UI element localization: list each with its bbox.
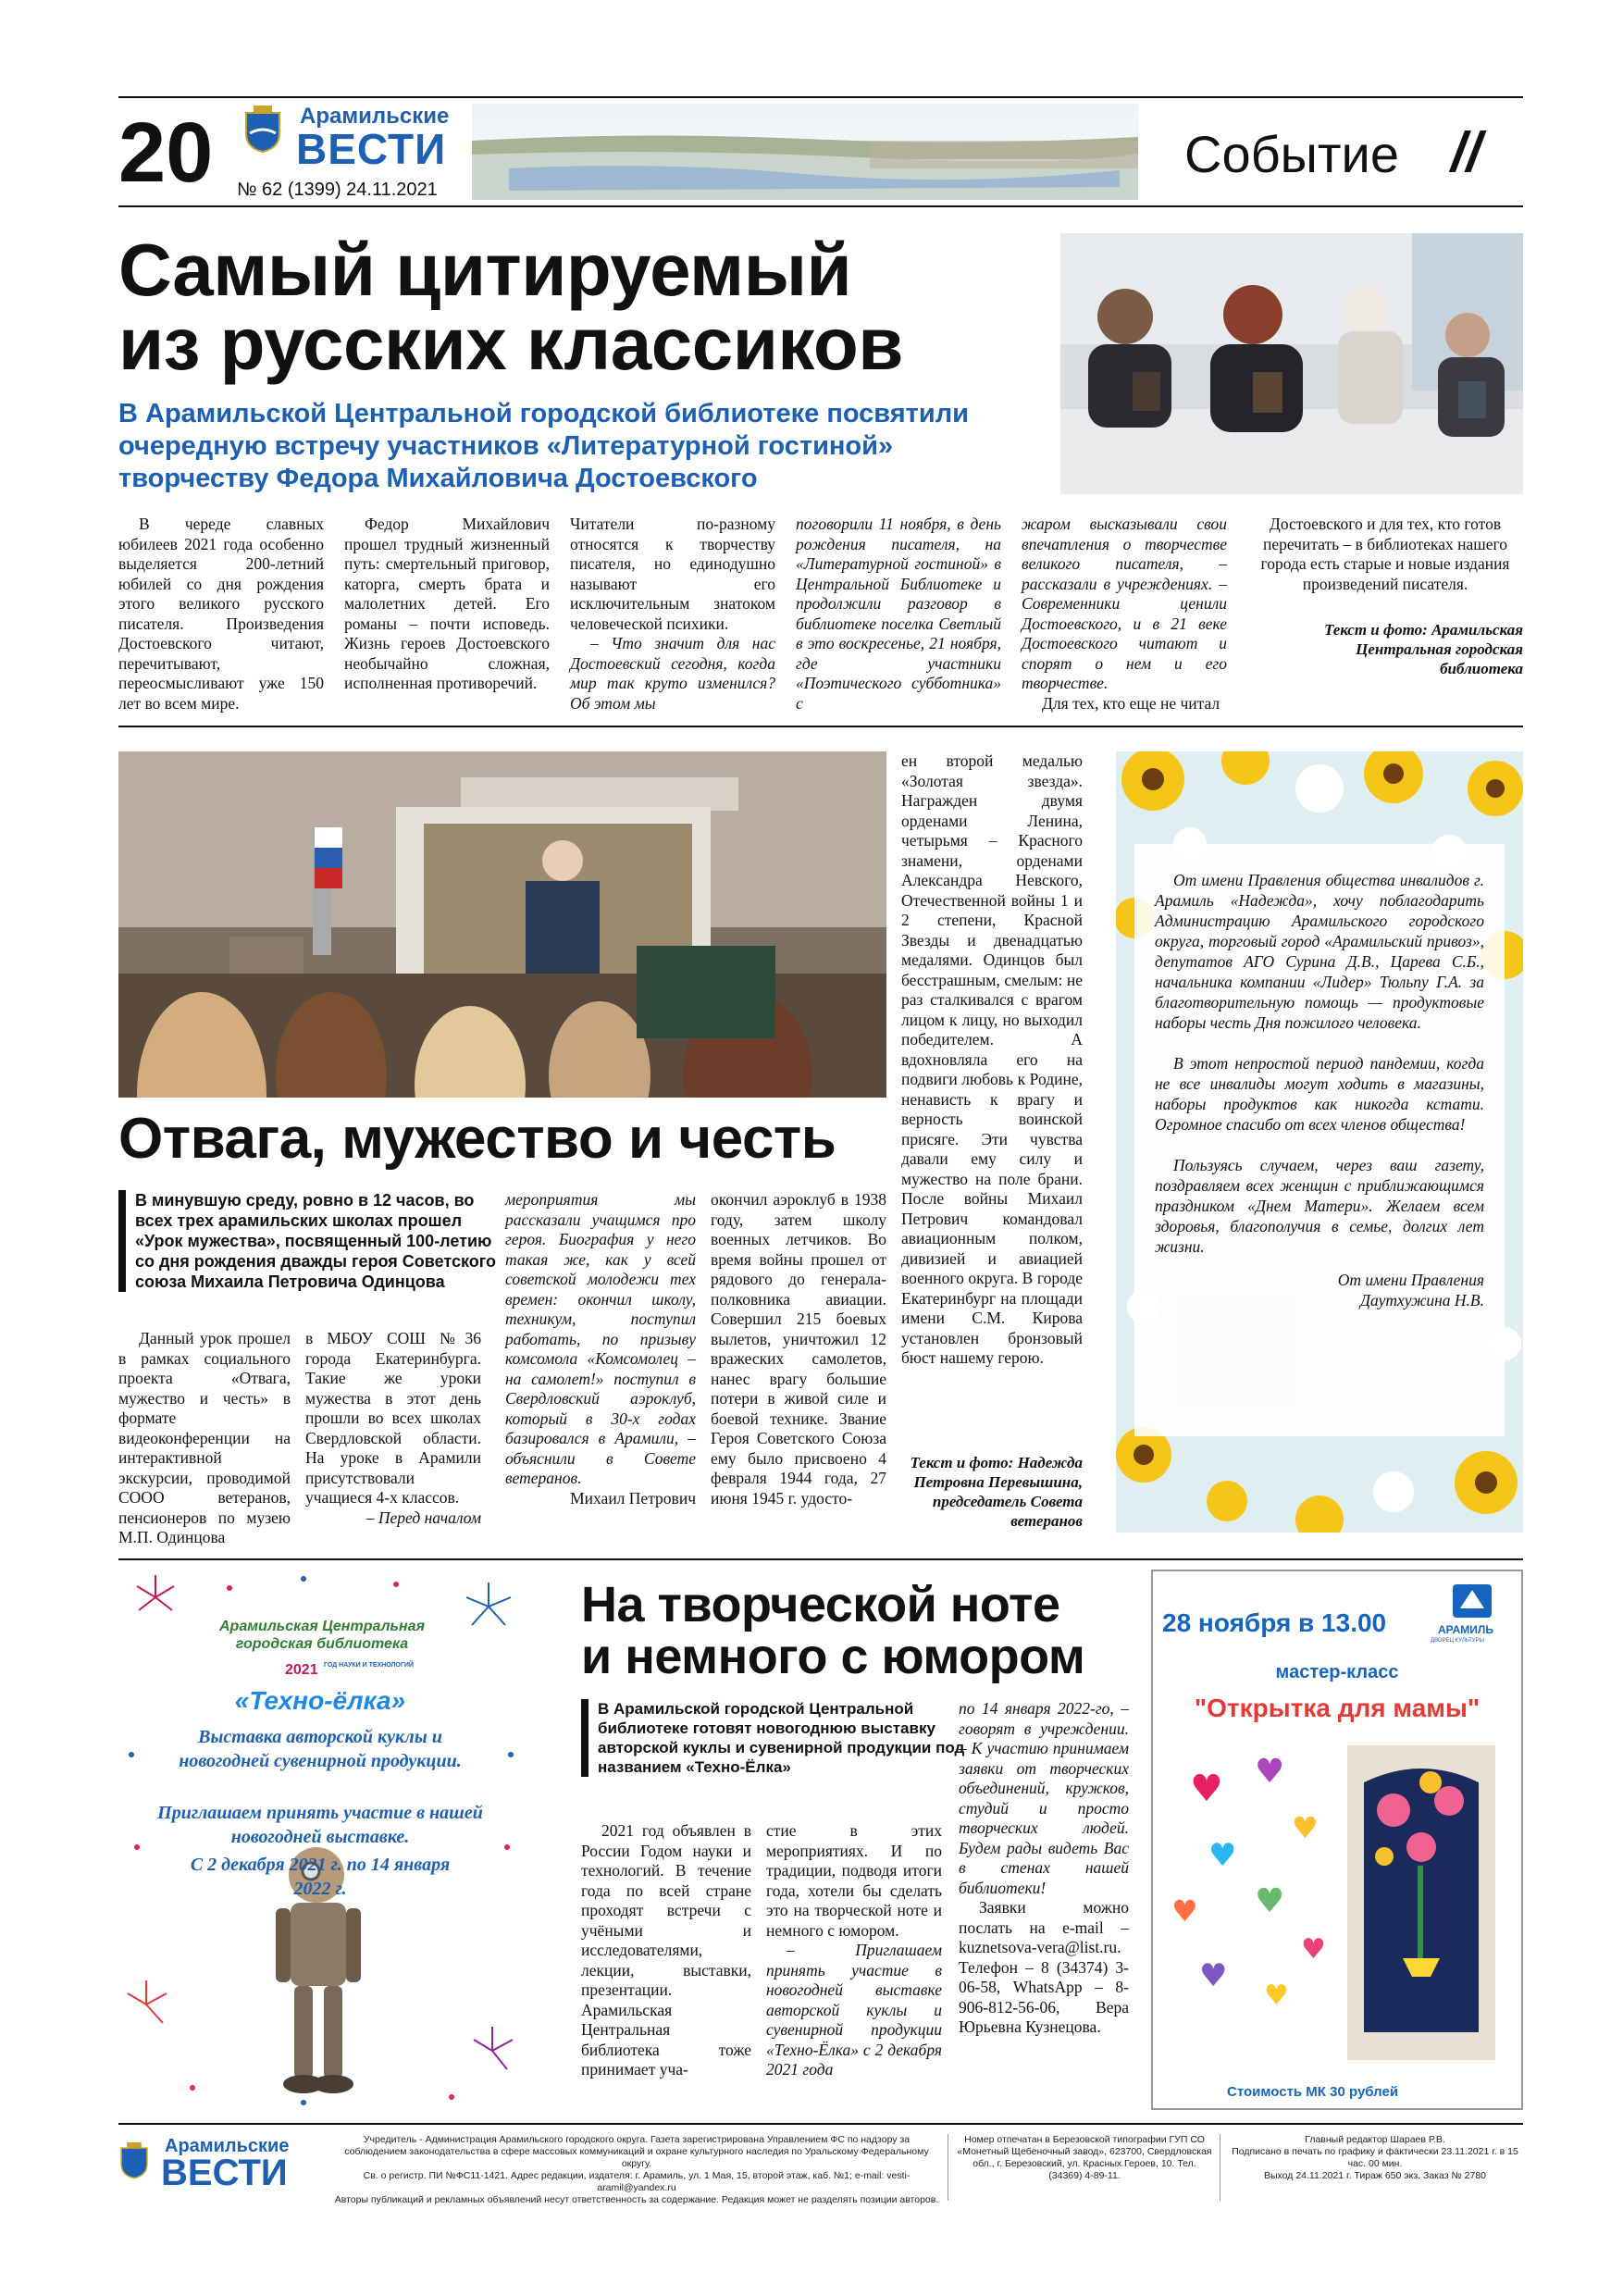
masthead-name-line2: ВЕСТИ	[296, 125, 447, 173]
svg-text:♥: ♥	[1208, 1837, 1237, 1874]
masthead-name-line1: Арамильские	[300, 104, 450, 129]
article3-col2-text-b: – Приглашаем принять участие в новогодней выставке авторской куклы и сувенирной продукции «Техно-Ёлка» с 2 декабря 2021 года	[766, 1941, 942, 2079]
article2-col1	[118, 1329, 291, 1548]
svg-text:♥: ♥	[1255, 1882, 1285, 1920]
svg-text:♥: ♥	[1301, 1933, 1326, 1966]
article1-credit: Текст и фото: Арамильская Центральная городская библиотека	[1323, 621, 1523, 677]
poster-line1: Выставка авторской куклы и новогодней сувенирной продукции.	[179, 1727, 462, 1771]
article3-col3	[959, 1699, 1129, 2038]
article1-col5-text-a: жаром высказывали свои впечатления о творчестве великого писателя, – рассказали в учреждениях. – Современники ценили Достоевского, и в 21 веке Достоевского читают и спорят о нем и его творчестве.	[1022, 515, 1227, 692]
article3-title	[581, 1579, 1084, 1682]
footer-logo	[118, 2132, 322, 2206]
footer-registration: Св. о регистр. ПИ №ФС11-1421. Адрес редакции, издателя: г. Арамиль, ул. 1 Мая, 15, второй этаж, каб. №1; e-mail: vesti-aramil@yandex.ru	[363, 2170, 911, 2193]
article1-col6	[1247, 515, 1523, 678]
article1-title	[118, 229, 903, 385]
article2-col5-text: ен второй медалью «Золотая звезда». Награжден двумя орденами Ленина, четырьмя – Красного знамени, орденами Александра Невского, Отечественной войны 1 и 2 степени, Красной Звезды и двенадцатью медалями. Одинцов был бесстрашным, смелым: не раз сталкивался с врагом лицом к лицу, но выходил победителем. А вдохновляла его на подвиги любовь к Родине, ненависть к врагу и верность воинской присяге. Эти чувства давали ему силу и мужество на поле брани. После войны Михаил Петрович командовал авиационным полком, дивизией и авиацией военного округа. В городе Екатеринбург на площади имени С.М. Кирова установлен бронзовый бюст нашему герою.	[901, 751, 1083, 1367]
article2-col1-text: Данный урок прошел в рамках социального проекта «Отвага, мужество и честь» в формате видеоконференции на интерактивной экскурсии, проводимой СООО ветеранов, пенсионеров по музею М.П. Одинцова	[118, 1329, 291, 1546]
article1-col1-text: В череде славных юбилеев 2021 года особенно выделяется 200-летний юбилей со дня рождения этого великого русского писателя. Произведения Достоевского читают, перечитывают, переосмысливают уже 150 лет во всем мире.	[118, 515, 324, 713]
article2-credit: Текст и фото: Надежда Петровна Перевышина, председатель Совета ветеранов	[910, 1454, 1083, 1530]
article2-col4	[711, 1190, 886, 1508]
article2-col3	[505, 1190, 696, 1508]
issue-number: № 62 (1399) 24.11.2021	[237, 180, 438, 200]
poster-line2: Приглашаем принять участие в нашей новогодней выставке.	[157, 1803, 483, 1847]
article1-col3-text-a: Читатели по-разному относятся к творчеству писателя, но единодушно называют его исключительным знатоком человеческой психики.	[570, 515, 775, 633]
article3-col3-text-a: по 14 января 2022-го, – говорят в учреждении. – К участию принимаем заявки от творческих объединений, кружков, студий и просто творческих людей. Будем рады видеть Вас в стенах нашей библиотеки!	[959, 1699, 1129, 1897]
footer-issued: Выход 24.11.2021 г. Тираж 650 экз. Заказ № 2780	[1264, 2170, 1486, 2181]
ad-title: "Открытка для мамы"	[1194, 1694, 1481, 1722]
thanks-sign2: Даутхужина Н.В.	[1359, 1291, 1484, 1309]
ad-brand-sub: ДВОРЕЦ КУЛЬТУРЫ	[1431, 1638, 1484, 1644]
svg-text:♥: ♥	[1199, 1957, 1228, 1994]
ad-price: Стоимость МК 30 рублей	[1227, 2084, 1399, 2100]
article2-photo	[118, 751, 886, 1098]
thanks-p2: В этот непростой период пандемии, когда не все инвалиды могут ходить в магазины, наборы продуктов как никогда кстати. Огромное спасибо от всех членов общества!	[1155, 1054, 1484, 1134]
article1-subtitle: В Арамильской Центральной городской библиотеке посвятили очередную встречу участников «Литературной гостиной» творчеству Федора Михайловича Достоевского	[118, 399, 969, 493]
footer-disclaimer: Авторы публикаций и рекламных объявлений несут ответственность за содержание. Редакция может не разделять позиции авторов.	[334, 2194, 939, 2205]
article3-col2	[766, 1821, 942, 2080]
article1-col1	[118, 515, 324, 714]
article1-title-line1: Самый цитируемый	[118, 229, 852, 311]
section-title: Событие	[1184, 125, 1399, 183]
svg-text:♥: ♥	[1292, 1810, 1319, 1845]
header-banner-photo	[472, 104, 1138, 200]
poster-org: Арамильская Центральная городская библиотека	[218, 1619, 425, 1652]
footer-editor: Главный редактор Шараев Р.В.	[1305, 2134, 1445, 2145]
footer-signed: Подписано в печать по графику и фактически 23.11.2021 г. в 15 час. 00 мин.	[1232, 2146, 1518, 2169]
article3-lead: В Арамильской городской Центральной библиотеке готовят новогоднюю выставку авторской куклы и сувенирной продукции под названием «Техно-Ёлка»	[581, 1699, 966, 1777]
svg-text:♥: ♥	[1255, 1753, 1285, 1791]
section-slashes: //	[1451, 121, 1482, 183]
page-number: 20	[118, 105, 214, 200]
techno-elka-poster	[118, 1570, 522, 2110]
article1-col6-text: Достоевского и для тех, кто готов перечитать – в библиотеках нашего города есть старые и новые издания произведений писателя.	[1260, 515, 1510, 593]
poster-year-caption: ГОД НАУКИ И ТЕХНОЛОГИЙ	[324, 1662, 414, 1669]
hearts-decoration	[1171, 1753, 1326, 2012]
article1-col3	[570, 515, 775, 714]
article2-title: Отвага, мужество и честь	[118, 1107, 836, 1171]
ad-type: мастер-класс	[1275, 1662, 1399, 1682]
footer-publisher-info	[333, 2134, 940, 2206]
master-class-ad	[1151, 1570, 1523, 2110]
footer-logo-line1: Арамильские	[165, 2136, 290, 2156]
article1-col2	[344, 515, 550, 694]
article2-col2-text-a: в МБОУ СОШ №36 города Екатеринбурга. Такие же уроки мужества в этот день прошли во всех школах Свердловской области. На уроке в Арамили присутствовали учащиеся 4-х классов.	[305, 1329, 481, 1507]
article2-lead: В минувшую среду, ровно в 12 часов, во всех трех арамильских школах прошел «Урок мужества», посвященный 100-летию со дня рождения дважды героя Советского союза Михаила Петровича Одинцова	[118, 1190, 498, 1292]
footer-printer: Номер отпечатан в Березовской типографии ГУП СО «Монетный Щебеночный завод», 623700, Свердловская обл., г. Березовский, ул. Красных Героев, 10. Тел. (34369) 4-89-11.	[957, 2134, 1212, 2181]
footer-founder: Учредитель - Администрация Арамильского городского округа. Газета зарегистрирована Управлением ФС по надзору за соблюдением законодательства в сфере массовых коммуникаций и охране культурного наследия по Уральскому Федеральному округу.	[344, 2134, 929, 2169]
masthead-logo	[233, 102, 469, 200]
article1-col4-text: поговорили 11 ноября, в день рождения писателя, на «Литературной гостиной» в Центральной Библиотеке и продолжили разговор в библиотеке поселка Светлый в это воскресенье, 21 ноября, где участники «Поэтического субботника» с	[796, 515, 1001, 713]
ad-date: 28 ноября в 13.00	[1162, 1608, 1387, 1637]
coat-of-arms-icon	[242, 105, 283, 154]
footer-logo-line2: ВЕСТИ	[161, 2153, 288, 2193]
article3-col2-text-a: стие в этих мероприятиях. И по традиции, подводя итоги года, хотели бы сделать это на творческой ноте и немного с юмором.	[766, 1821, 942, 1940]
article2-col2	[305, 1329, 481, 1528]
card-illustration	[1153, 1727, 1521, 2079]
article2-col3-text-a: мероприятия мы рассказали учащимся про героя. Биография у него такая же, как у всей советской молодежи тех времен: окончил школу, техникум, поступил работать, по призыву комсомола «Комсомолец – на самолет!» поступил в Свердловский аэроклуб, который в 30-х годах базировался в Арамили, – объяснили в Совете ветеранов.	[505, 1190, 696, 1487]
thanks-box	[1116, 751, 1523, 1533]
article1-photo	[1060, 233, 1523, 494]
article1-col3-text-b: – Что значит для нас Достоевский сегодня, когда мир так круто изменился? Об этом мы	[570, 634, 775, 713]
footer-edition	[1227, 2134, 1523, 2182]
thanks-p1: От имени Правления общества инвалидов г. Арамиль «Надежда», хочу поблагодарить Администрацию Арамильского городского округа, торговый город «Арамильский привоз», депутатов АГО Сурина Д.В., Царева С.Б., начальника компании «Лидер» Тюльпу Г.А. за благотворительную помощь — продуктовые наборы честь Дня пожилого человека.	[1155, 871, 1484, 1032]
poster-event: «Техно-ёлка»	[234, 1686, 406, 1715]
article2-col2-text-b: – Перед началом	[365, 1508, 481, 1527]
article1-col5	[1022, 515, 1227, 714]
article1-col2-text: Федор Михайлович прошел трудный жизненный путь: смертельный приговор, каторга, смерть брата и малолетних детей. Его романы – почти исповедь. Жизнь героев Достоевского необычайно сложная, исполненная противоречий.	[344, 515, 550, 692]
article1-col4	[796, 515, 1001, 714]
brand-logo-icon	[1449, 1581, 1495, 1621]
article2-col3-text-b: Михаил Петрович	[570, 1488, 696, 1508]
article2-col4-text: окончил аэроклуб в 1938 году, затем школу военных летчиков. Во время войны прошел от рядового до генерала-полковника авиации. Совершил 215 боевых вылетов, уничтожил 12 вражеских самолетов, нанес врагу большие потери в живой силе и боевой технике. Звание Героя Советского Союза ему было присвоено 4 февраля 1944 года, 27 июня 1945 г. удосто-	[711, 1190, 886, 1508]
svg-text:♥: ♥	[1171, 1893, 1198, 1929]
article3-col1	[581, 1821, 751, 2080]
thanks-sign1: От имени Правления	[1337, 1271, 1484, 1289]
article3-title-line1: На творческой ноте	[581, 1577, 1060, 1632]
thanks-p3: Пользуясь случаем, через ваш газету, поздравляем всех женщин с приближающимся праздником «Днем Матери». Желаем всем здоровья, благополучия в семье, долгих лет жизни.	[1155, 1156, 1484, 1256]
thanks-text	[1155, 870, 1484, 1310]
article1-col5-text-b: Для тех, кто еще не читал	[1042, 693, 1220, 713]
article1-title-line2: из русских классиков	[118, 303, 903, 385]
article2-col5	[901, 751, 1083, 1369]
footer-coat-of-arms-icon	[118, 2141, 150, 2180]
article3-title-line2: и немного с юмором	[581, 1629, 1085, 1684]
poster-year-badge: 2021	[285, 1662, 318, 1678]
article3-col3-text-b: Заявки можно послать на e-mail – kuznetsova-vera@list.ru. Телефон – 8 (34374) 3-06-58, WhatsApp – 8-906-812-56-06, Вера Юрьевна Кузнецова.	[959, 1898, 1129, 2036]
ad-brand: АРАМИЛЬ	[1438, 1623, 1493, 1636]
svg-text:♥: ♥	[1264, 1980, 1289, 2012]
article3-col1-text: 2021 год объявлен в России Годом науки и технологий. В течение года по всей стране проходят встречи с учёными и исследователями, лекции, выставки, презентации. Арамильская Центральная библиотека тоже принимает уча-	[581, 1821, 751, 2079]
poster-line3: С 2 декабря 2021 г. по 14 января 2022 г.	[190, 1855, 451, 1899]
svg-text:♥: ♥	[1190, 1768, 1223, 1810]
